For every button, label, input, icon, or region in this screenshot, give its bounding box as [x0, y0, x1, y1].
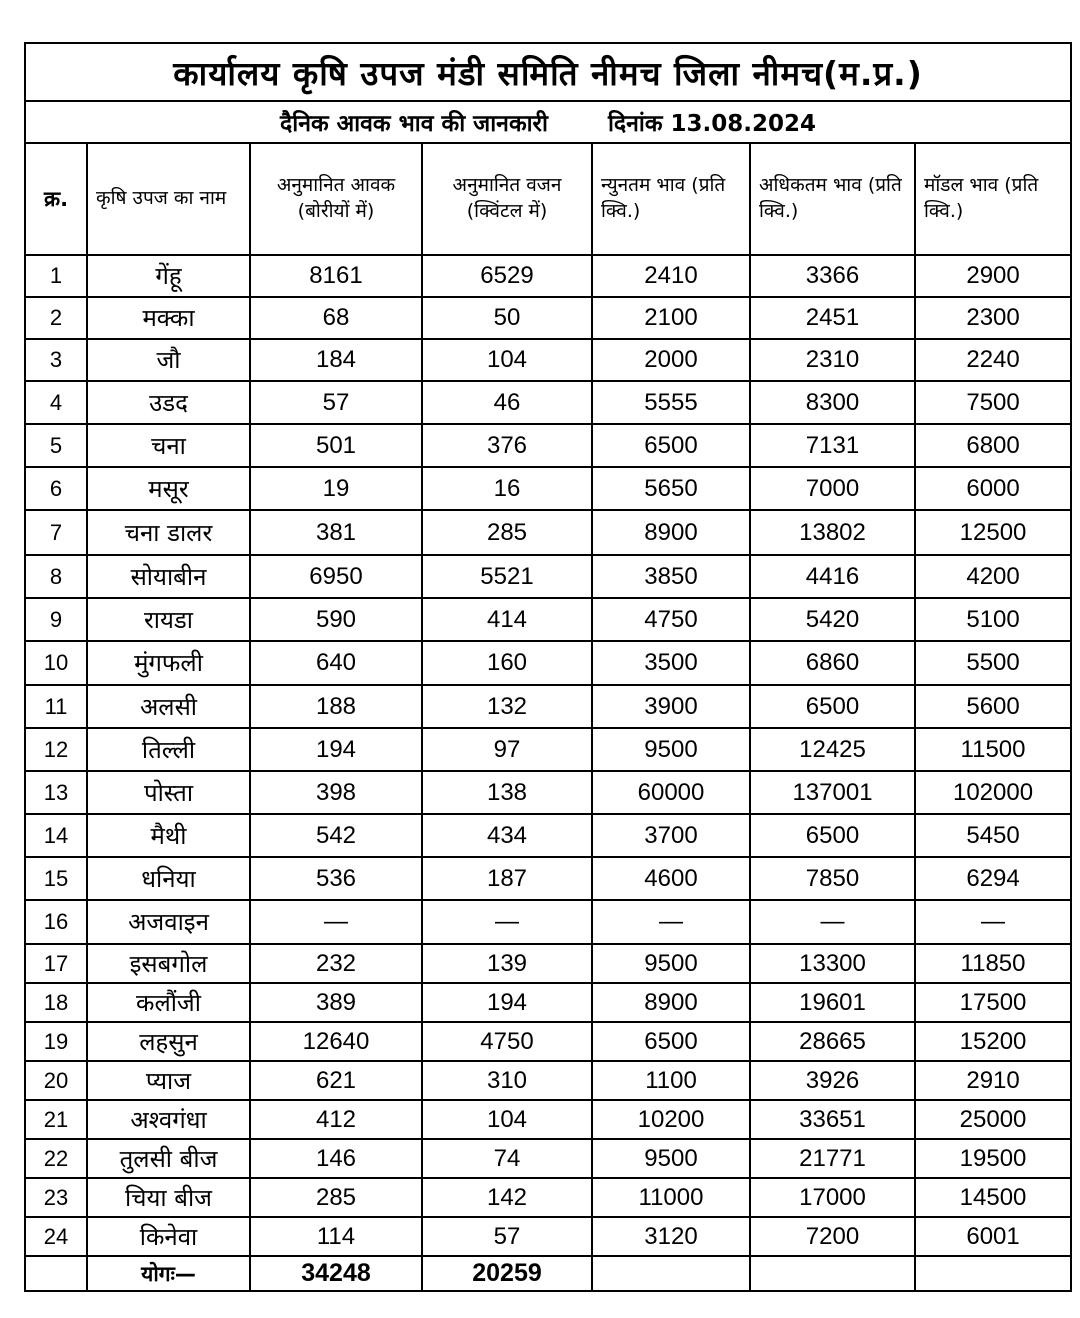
cell-min-price: 9500: [592, 944, 750, 983]
table-row: [25, 510, 1071, 555]
cell-crop-name: चिया बीज: [87, 1178, 250, 1217]
cell-min-price: 10200: [592, 1100, 750, 1139]
cell-crop-name: कलौंजी: [87, 983, 250, 1022]
cell-min-price: 3700: [592, 814, 750, 857]
total-blank-modal: [915, 1256, 1071, 1291]
cell-arrivals: 146: [250, 1139, 422, 1178]
cell-sr: 23: [25, 1178, 87, 1217]
total-blank-min: [592, 1256, 750, 1291]
total-arrivals: 34248: [250, 1256, 422, 1291]
cell-sr: 22: [25, 1139, 87, 1178]
cell-max-price: 3366: [750, 255, 915, 297]
cell-weight: 104: [422, 339, 592, 381]
cell-sr: 10: [25, 641, 87, 685]
cell-crop-name: लहसुन: [87, 1022, 250, 1061]
cell-weight: 187: [422, 857, 592, 900]
cell-arrivals: 590: [250, 598, 422, 641]
cell-max-price: 17000: [750, 1178, 915, 1217]
table-row: [25, 1061, 1071, 1100]
table-row: [25, 598, 1071, 641]
cell-crop-name: चना डालर: [87, 510, 250, 555]
table-row: [25, 424, 1071, 467]
cell-arrivals: 389: [250, 983, 422, 1022]
cell-weight: 132: [422, 685, 592, 728]
cell-modal-price: 19500: [915, 1139, 1071, 1178]
cell-modal-price: 11500: [915, 728, 1071, 771]
cell-weight: 46: [422, 381, 592, 424]
cell-crop-name: चना: [87, 424, 250, 467]
cell-min-price: 5555: [592, 381, 750, 424]
table-row: [25, 555, 1071, 598]
cell-max-price: 6860: [750, 641, 915, 685]
cell-sr: 16: [25, 900, 87, 944]
cell-sr: 3: [25, 339, 87, 381]
cell-modal-price: 6001: [915, 1217, 1071, 1256]
cell-arrivals: 194: [250, 728, 422, 771]
column-header-row: [25, 143, 1071, 255]
cell-arrivals: 19: [250, 467, 422, 510]
cell-modal-price: 5600: [915, 685, 1071, 728]
cell-modal-price: 15200: [915, 1022, 1071, 1061]
cell-modal-price: 6800: [915, 424, 1071, 467]
cell-weight: 142: [422, 1178, 592, 1217]
cell-crop-name: जौ: [87, 339, 250, 381]
cell-max-price: 6500: [750, 685, 915, 728]
total-row: [25, 1256, 1071, 1291]
table-row: [25, 381, 1071, 424]
cell-weight: —: [422, 900, 592, 944]
cell-modal-price: 4200: [915, 555, 1071, 598]
cell-crop-name: गेंहू: [87, 255, 250, 297]
cell-arrivals: 114: [250, 1217, 422, 1256]
cell-max-price: 33651: [750, 1100, 915, 1139]
cell-arrivals: 12640: [250, 1022, 422, 1061]
cell-min-price: 2410: [592, 255, 750, 297]
col-header-sr: क्र.: [25, 143, 87, 255]
cell-arrivals: 232: [250, 944, 422, 983]
office-title: कार्यालय कृषि उपज मंडी समिति नीमच जिला नीमच(म.प्र.): [25, 43, 1071, 101]
cell-crop-name: प्याज: [87, 1061, 250, 1100]
table-row: [25, 339, 1071, 381]
cell-weight: 138: [422, 771, 592, 814]
cell-weight: 16: [422, 467, 592, 510]
cell-sr: 5: [25, 424, 87, 467]
cell-weight: 434: [422, 814, 592, 857]
cell-min-price: 4600: [592, 857, 750, 900]
cell-arrivals: 68: [250, 297, 422, 339]
cell-weight: 74: [422, 1139, 592, 1178]
cell-modal-price: 17500: [915, 983, 1071, 1022]
cell-weight: 4750: [422, 1022, 592, 1061]
cell-crop-name: मसूर: [87, 467, 250, 510]
cell-weight: 160: [422, 641, 592, 685]
cell-weight: 57: [422, 1217, 592, 1256]
cell-crop-name: इसबगोल: [87, 944, 250, 983]
cell-weight: 194: [422, 983, 592, 1022]
total-label: योगः—: [87, 1256, 250, 1291]
cell-modal-price: 2910: [915, 1061, 1071, 1100]
cell-weight: 50: [422, 297, 592, 339]
col-header-max-price: अधिकतम भाव (प्रति क्वि.): [750, 143, 915, 255]
cell-arrivals: —: [250, 900, 422, 944]
cell-modal-price: 2300: [915, 297, 1071, 339]
cell-modal-price: 11850: [915, 944, 1071, 983]
cell-min-price: 3500: [592, 641, 750, 685]
cell-sr: 20: [25, 1061, 87, 1100]
cell-max-price: 2451: [750, 297, 915, 339]
table-row: [25, 1139, 1071, 1178]
cell-max-price: 21771: [750, 1139, 915, 1178]
cell-min-price: —: [592, 900, 750, 944]
cell-min-price: 8900: [592, 983, 750, 1022]
table-row: [25, 1217, 1071, 1256]
cell-weight: 414: [422, 598, 592, 641]
cell-sr: 7: [25, 510, 87, 555]
cell-sr: 13: [25, 771, 87, 814]
cell-crop-name: तुलसी बीज: [87, 1139, 250, 1178]
cell-crop-name: अश्वगंधा: [87, 1100, 250, 1139]
cell-max-price: 6500: [750, 814, 915, 857]
cell-sr: 17: [25, 944, 87, 983]
subtitle-row: [25, 101, 1071, 143]
table-row: [25, 900, 1071, 944]
cell-weight: 285: [422, 510, 592, 555]
cell-sr: 12: [25, 728, 87, 771]
cell-arrivals: 501: [250, 424, 422, 467]
cell-min-price: 1100: [592, 1061, 750, 1100]
table-row: [25, 641, 1071, 685]
cell-sr: 24: [25, 1217, 87, 1256]
table-row: [25, 1022, 1071, 1061]
cell-min-price: 3120: [592, 1217, 750, 1256]
cell-sr: 14: [25, 814, 87, 857]
cell-modal-price: 2900: [915, 255, 1071, 297]
cell-arrivals: 621: [250, 1061, 422, 1100]
cell-modal-price: 5500: [915, 641, 1071, 685]
cell-arrivals: 536: [250, 857, 422, 900]
cell-modal-price: 12500: [915, 510, 1071, 555]
cell-max-price: 7850: [750, 857, 915, 900]
cell-weight: 97: [422, 728, 592, 771]
cell-sr: 9: [25, 598, 87, 641]
cell-max-price: 3926: [750, 1061, 915, 1100]
cell-crop-name: रायडा: [87, 598, 250, 641]
cell-max-price: 7200: [750, 1217, 915, 1256]
table-row: [25, 983, 1071, 1022]
cell-max-price: 13802: [750, 510, 915, 555]
cell-sr: 8: [25, 555, 87, 598]
cell-max-price: 7131: [750, 424, 915, 467]
table-row: [25, 944, 1071, 983]
cell-modal-price: 6294: [915, 857, 1071, 900]
cell-max-price: 28665: [750, 1022, 915, 1061]
total-blank-max: [750, 1256, 915, 1291]
cell-arrivals: 542: [250, 814, 422, 857]
cell-crop-name: मक्का: [87, 297, 250, 339]
col-header-min-price: न्युनतम भाव (प्रति क्वि.): [592, 143, 750, 255]
cell-weight: 6529: [422, 255, 592, 297]
cell-modal-price: 5450: [915, 814, 1071, 857]
col-header-modal-price: मॉडल भाव (प्रति क्वि.): [915, 143, 1071, 255]
date-label: दिनांक: [607, 111, 663, 137]
cell-max-price: 13300: [750, 944, 915, 983]
table-row: [25, 814, 1071, 857]
col-header-arrivals: अनुमानित आवक (बोरीयों में): [250, 143, 422, 255]
cell-min-price: 2100: [592, 297, 750, 339]
table-row: [25, 685, 1071, 728]
cell-max-price: 8300: [750, 381, 915, 424]
col-header-crop-name: कृषि उपज का नाम: [87, 143, 250, 255]
mandi-report-sheet: [24, 42, 1070, 1292]
report-subtitle: दैनिक आवक भाव की जानकारी: [280, 111, 548, 137]
table-row: [25, 857, 1071, 900]
cell-min-price: 9500: [592, 1139, 750, 1178]
cell-min-price: 2000: [592, 339, 750, 381]
cell-weight: 310: [422, 1061, 592, 1100]
cell-modal-price: 5100: [915, 598, 1071, 641]
cell-sr: 4: [25, 381, 87, 424]
cell-crop-name: अजवाइन: [87, 900, 250, 944]
cell-weight: 139: [422, 944, 592, 983]
cell-crop-name: सोयाबीन: [87, 555, 250, 598]
cell-min-price: 6500: [592, 1022, 750, 1061]
cell-sr: 11: [25, 685, 87, 728]
cell-sr: 18: [25, 983, 87, 1022]
total-weight: 20259: [422, 1256, 592, 1291]
cell-sr: 6: [25, 467, 87, 510]
cell-max-price: 7000: [750, 467, 915, 510]
cell-modal-price: 2240: [915, 339, 1071, 381]
cell-arrivals: 188: [250, 685, 422, 728]
cell-modal-price: 25000: [915, 1100, 1071, 1139]
cell-weight: 104: [422, 1100, 592, 1139]
daily-arrival-price-table: [24, 42, 1072, 1292]
cell-max-price: 2310: [750, 339, 915, 381]
cell-min-price: 5650: [592, 467, 750, 510]
cell-modal-price: 6000: [915, 467, 1071, 510]
cell-min-price: 6500: [592, 424, 750, 467]
cell-modal-price: 102000: [915, 771, 1071, 814]
table-row: [25, 467, 1071, 510]
col-header-weight: अनुमानित वजन (क्विंटल में): [422, 143, 592, 255]
cell-min-price: 9500: [592, 728, 750, 771]
cell-crop-name: मुंगफली: [87, 641, 250, 685]
table-row: [25, 771, 1071, 814]
cell-arrivals: 640: [250, 641, 422, 685]
cell-max-price: 19601: [750, 983, 915, 1022]
table-row: [25, 1100, 1071, 1139]
cell-arrivals: 57: [250, 381, 422, 424]
cell-min-price: 11000: [592, 1178, 750, 1217]
cell-min-price: 8900: [592, 510, 750, 555]
table-row: [25, 1178, 1071, 1217]
cell-max-price: 137001: [750, 771, 915, 814]
cell-modal-price: 14500: [915, 1178, 1071, 1217]
cell-crop-name: धनिया: [87, 857, 250, 900]
cell-max-price: —: [750, 900, 915, 944]
cell-min-price: 60000: [592, 771, 750, 814]
cell-weight: 5521: [422, 555, 592, 598]
cell-sr: 1: [25, 255, 87, 297]
cell-crop-name: तिल्ली: [87, 728, 250, 771]
cell-crop-name: अलसी: [87, 685, 250, 728]
total-blank-sr: [25, 1256, 87, 1291]
cell-sr: 21: [25, 1100, 87, 1139]
cell-arrivals: 8161: [250, 255, 422, 297]
cell-min-price: 3900: [592, 685, 750, 728]
cell-crop-name: पोस्ता: [87, 771, 250, 814]
cell-sr: 2: [25, 297, 87, 339]
cell-arrivals: 285: [250, 1178, 422, 1217]
cell-sr: 15: [25, 857, 87, 900]
cell-max-price: 5420: [750, 598, 915, 641]
title-row: [25, 43, 1071, 101]
table-row: [25, 297, 1071, 339]
cell-arrivals: 412: [250, 1100, 422, 1139]
cell-max-price: 4416: [750, 555, 915, 598]
cell-arrivals: 6950: [250, 555, 422, 598]
cell-crop-name: उडद: [87, 381, 250, 424]
cell-min-price: 3850: [592, 555, 750, 598]
cell-modal-price: —: [915, 900, 1071, 944]
table-row: [25, 255, 1071, 297]
cell-arrivals: 398: [250, 771, 422, 814]
cell-arrivals: 381: [250, 510, 422, 555]
cell-crop-name: मैथी: [87, 814, 250, 857]
cell-weight: 376: [422, 424, 592, 467]
cell-arrivals: 184: [250, 339, 422, 381]
cell-min-price: 4750: [592, 598, 750, 641]
cell-max-price: 12425: [750, 728, 915, 771]
cell-modal-price: 7500: [915, 381, 1071, 424]
cell-crop-name: किनेवा: [87, 1217, 250, 1256]
table-row: [25, 728, 1071, 771]
report-date: 13.08.2024: [670, 111, 817, 137]
cell-sr: 19: [25, 1022, 87, 1061]
